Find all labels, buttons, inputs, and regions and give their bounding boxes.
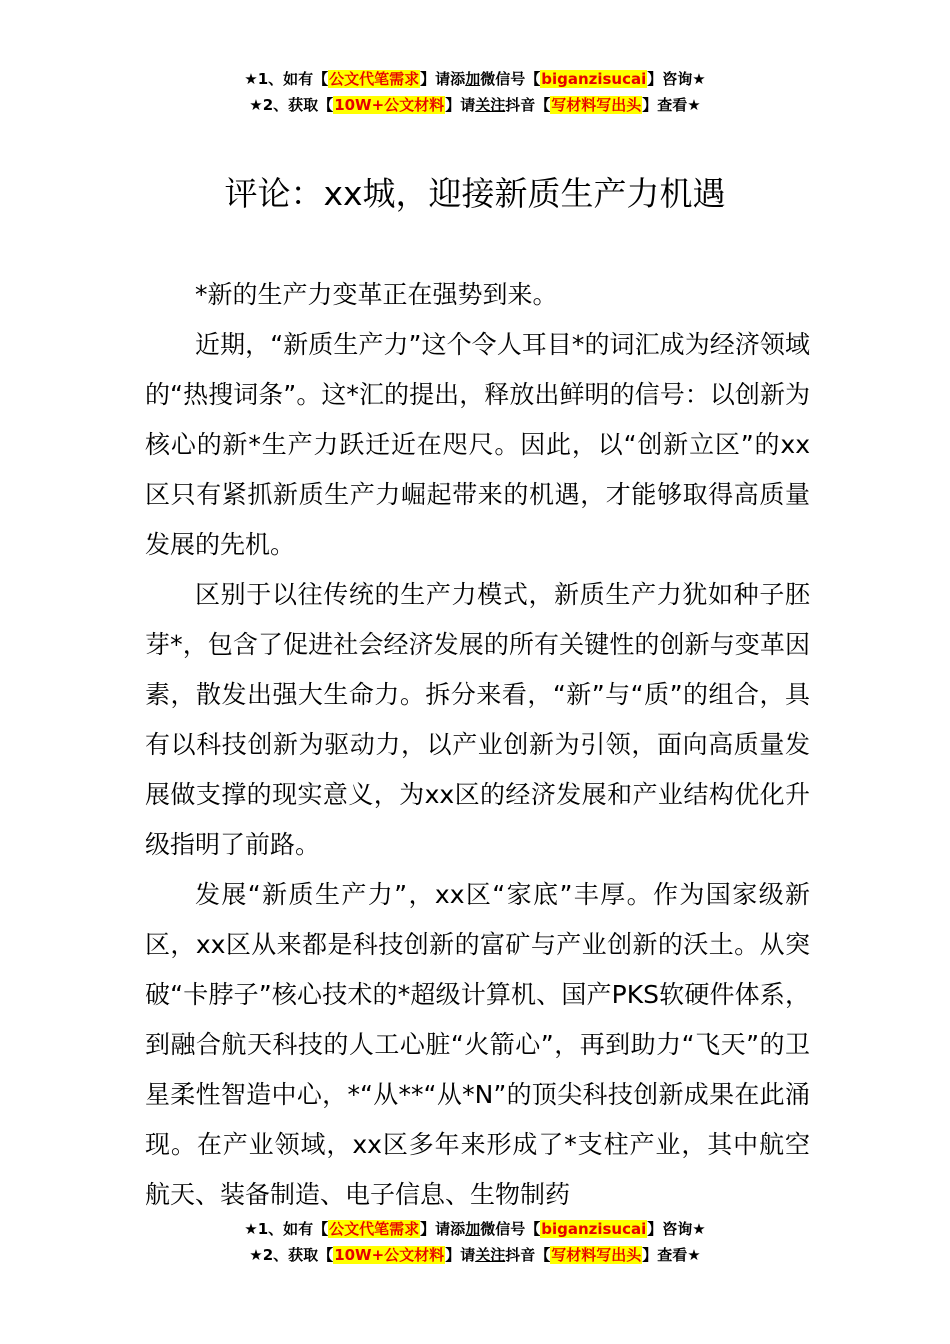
banner-text: 】查看★ [642, 1246, 701, 1264]
banner-text: 抖音【 [505, 96, 551, 114]
banner-text: 】请添 [420, 70, 466, 88]
banner-text: 抖音【 [505, 1246, 551, 1264]
footer-banner [0, 1216, 950, 1268]
banner-text: ★1、如有【 [244, 70, 329, 88]
paragraph: 发展“新质生产力”，xx区“家底”丰厚。作为国家级新区，xx区从来都是科技创新的富矿与产业创新的沃土。从突破“卡脖子”核心技术的*超级计算机、国产PKS软硬件体系，到融合航天科技的人工心脏“火箭心”，再到助力“飞天”的卫星柔性智造中心，*“从**“从*N”的顶尖科技创新成果在此涌现。在产业领域，xx区多年来形成了*支柱产业，其中航空航天、装备制造、电子信息、生物制药 [145, 880, 810, 1209]
banner-line-1 [0, 1216, 950, 1242]
banner-text: 】请 [445, 1246, 476, 1264]
banner-text: 微信号【 [480, 1220, 541, 1238]
banner-text: 】咨询★ [647, 70, 706, 88]
banner-text: 微信号【 [480, 70, 541, 88]
banner-text: 】请添 [420, 1220, 466, 1238]
banner-line-2 [0, 1242, 950, 1268]
banner-highlight: 10W+公文材料 [334, 96, 445, 114]
document-title: 评论：xx城，迎接新质生产力机遇 [224, 174, 726, 213]
banner-highlight: 公文代笔需求 [329, 70, 420, 88]
banner-line-1 [0, 66, 950, 92]
banner-text: ★2、获取【 [249, 1246, 334, 1264]
banner-text: ★1、如有【 [244, 1220, 329, 1238]
banner-douyin-id: 写材料写出头 [551, 96, 642, 114]
banner-wechat-id: biganzisucai [541, 70, 647, 88]
banner-line-2 [0, 92, 950, 118]
banner-douyin-id: 写材料写出头 [551, 1246, 642, 1264]
banner-underlined-text: 关注 [475, 1246, 506, 1264]
banner-text: 】查看★ [642, 96, 701, 114]
banner-highlight: 10W+公文材料 [334, 1246, 445, 1264]
banner-underlined-text: 加 [465, 1220, 481, 1238]
banner-text: 】咨询★ [647, 1220, 706, 1238]
document-body [145, 270, 810, 1220]
banner-underlined-text: 加 [465, 70, 481, 88]
paragraph: *新的生产力变革正在强势到来。 [195, 280, 558, 309]
paragraph: 近期，“新质生产力”这个令人耳目*的词汇成为经济领域的“热搜词条”。这*汇的提出，释放出鲜明的信号：以创新为核心的新*生产力跃迁近在咫尺。因此，以“创新立区”的xx区只有紧抓新质生产力崛起带来的机遇，才能够取得高质量发展的先机。 [145, 330, 810, 559]
banner-text: ★2、获取【 [249, 96, 334, 114]
paragraph: 区别于以往传统的生产力模式，新质生产力犹如种子胚芽*，包含了促进社会经济发展的所有关键性的创新与变革因素，散发出强大生命力。拆分来看，“新”与“质”的组合，具有以科技创新为驱动力，以产业创新为引领，面向高质量发展做支撑的现实意义，为xx区的经济发展和产业结构优化升级指明了前路。 [145, 580, 810, 859]
header-banner [0, 66, 950, 118]
banner-wechat-id: biganzisucai [541, 1220, 647, 1238]
banner-highlight: 公文代笔需求 [329, 1220, 420, 1238]
banner-underlined-text: 关注 [475, 96, 506, 114]
banner-text: 】请 [445, 96, 476, 114]
